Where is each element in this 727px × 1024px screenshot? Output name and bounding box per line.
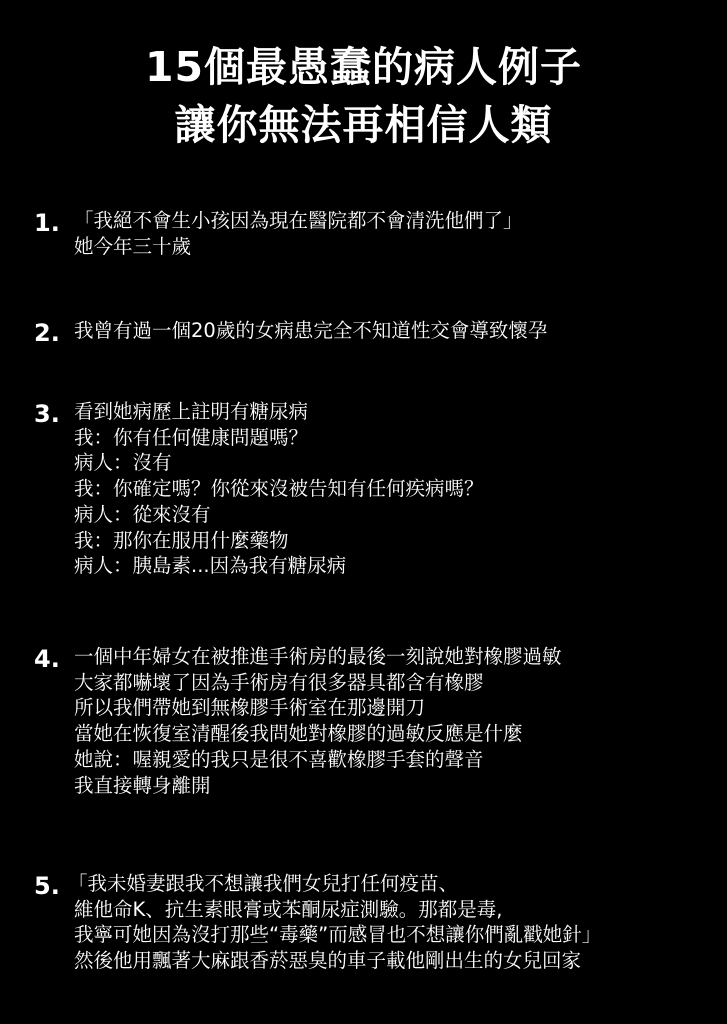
text-line: 病人：胰島素...因為我有糖尿病: [74, 554, 347, 578]
text-line: 一個中年婦女在被推進手術房的最後一刻說她對橡膠過敏: [74, 645, 562, 668]
text-line: 當她在恢復室清醒後我問她對橡膠的過敏反應是什麼: [74, 722, 523, 746]
item-number: 3.: [34, 400, 60, 428]
item-number: 5.: [34, 872, 60, 900]
text-line: 維他命K、抗生素眼膏或苯酮尿症測驗。那都是毒,: [74, 897, 503, 921]
text-line: 她說：喔親愛的我只是很不喜歡橡膠手套的聲音: [74, 747, 484, 771]
text-line: 所以我們帶她到無橡膠手術室在那邊開刀: [74, 696, 426, 720]
item-text: [74, 399, 714, 579]
item-number: 4.: [34, 645, 60, 673]
text-line: 看到她病歷上註明有糖尿病: [74, 400, 309, 423]
item-text: [74, 318, 714, 344]
title-line-2: 讓你無法再相信人類: [174, 101, 553, 149]
title-line-1: 15個最愚蠢的病人例子: [144, 43, 583, 91]
item-number: 1.: [34, 209, 60, 237]
text-line: 我直接轉身離開: [74, 773, 211, 797]
text-line: 我：那你在服用什麼藥物: [74, 528, 289, 552]
item-text: [74, 644, 714, 798]
text-line: 然後他用飄著大麻跟香菸惡臭的車子載他剛出生的女兒回家: [74, 949, 582, 973]
text-line: 我曾有過一個20歲的女病患完全不知道性交會導致懷孕: [74, 319, 548, 342]
item-text: [68, 871, 714, 974]
text-line: 「我絕不會生小孩因為現在醫院都不會清洗他們了」: [74, 209, 523, 232]
page-title: [0, 38, 727, 154]
text-line: 我寧可她因為沒打那些“毒藥”而感冒也不想讓你們亂戳她針」: [74, 923, 602, 947]
text-line: 病人：沒有: [74, 451, 172, 475]
text-line: 她今年三十歲: [74, 234, 192, 258]
text-line: 我：你確定嗎？你從來沒被告知有任何疾病嗎？: [74, 477, 484, 501]
item-text: [74, 208, 714, 259]
text-line: 大家都嚇壞了因為手術房有很多器具都含有橡膠: [74, 670, 484, 694]
text-line: 病人：從來沒有: [74, 502, 211, 526]
item-number: 2.: [34, 319, 60, 347]
text-line: 「我未婚妻跟我不想讓我們女兒打任何疫苗、: [68, 872, 459, 895]
text-line: 我：你有任何健康問題嗎？: [74, 425, 309, 449]
